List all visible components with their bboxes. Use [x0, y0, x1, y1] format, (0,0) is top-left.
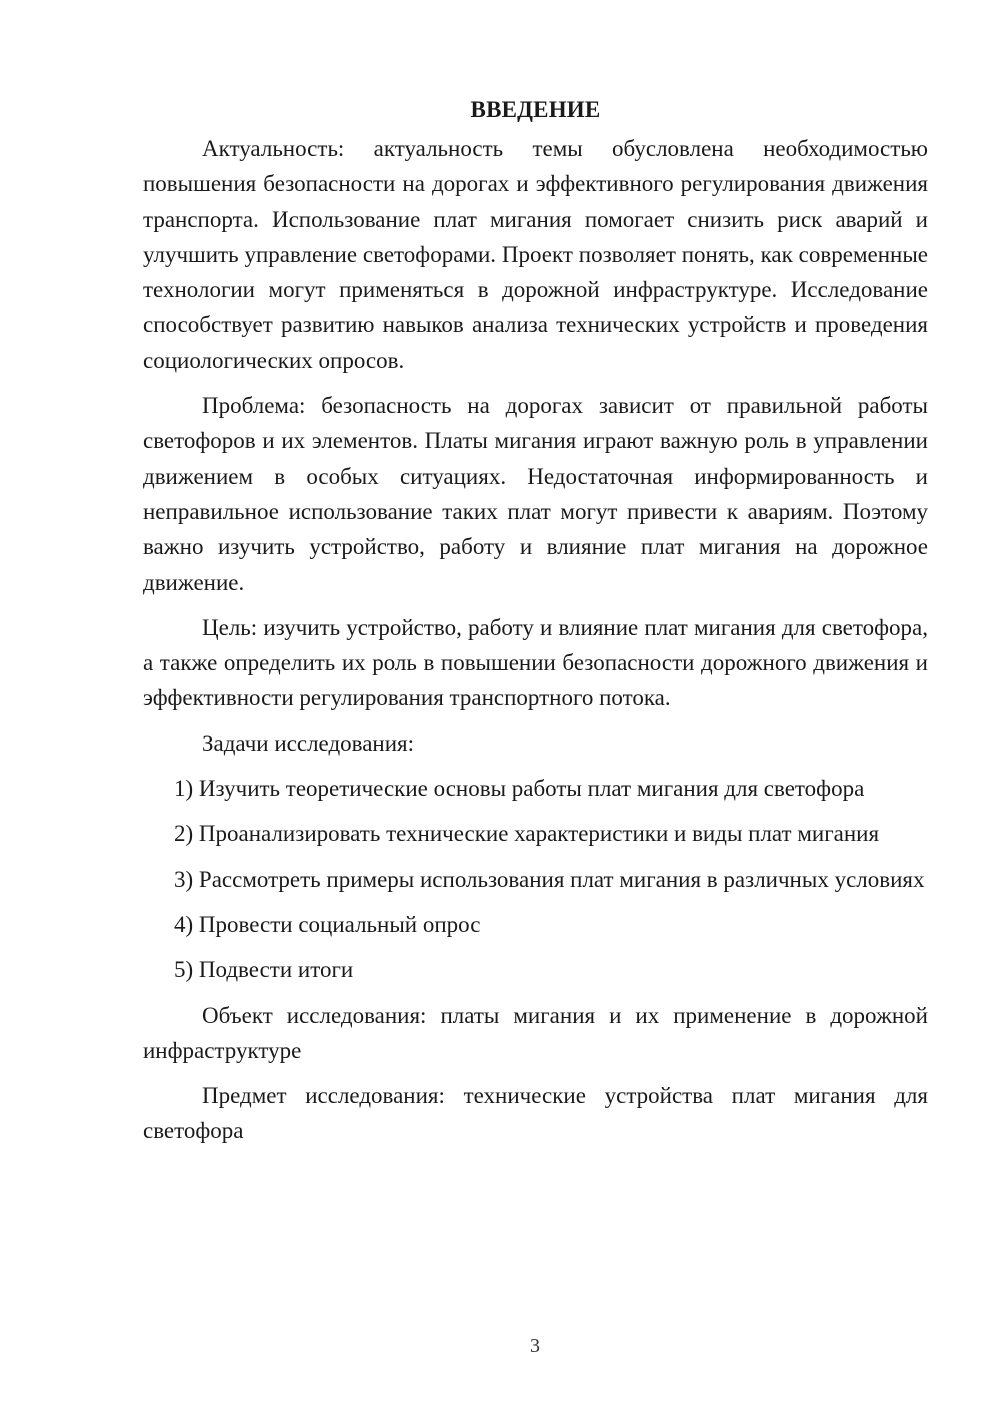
- page-title: ВВЕДЕНИЕ: [470, 97, 601, 122]
- page-content: [143, 92, 928, 1159]
- paragraph-relevance: Актуальность: актуальность темы обусловлена необходимостью повышения безопасности на дорогах и эффективного регулирования движения транспорта. Использование плат мигания помогает снизить риск аварий и улучшить управление светофорами. Проект позволяет понять, как современные технологии могут применяться в дорожной инфраструктуре. Исследование способствует развитию навыков анализа технических устройств и проведения социологических опросов.: [143, 136, 928, 373]
- paragraph-object: Объект исследования: платы мигания и их применение в дорожной инфраструктуре: [143, 1002, 928, 1063]
- task-item-5: 5) Подвести итоги: [174, 957, 354, 983]
- task-item-3: 3) Рассмотреть примеры использования плат мигания в различных условиях: [174, 866, 925, 892]
- paragraph-problem: Проблема: безопасность на дорогах зависит от правильной работы светофоров и их элементов. Платы мигания играют важную роль в управлении движением в особых ситуациях. Недостаточная информированность и неправильное использование таких плат могут привести к авариям. Поэтому важно изучить устройство, работу и влияние плат мигания на дорожное движение.: [143, 393, 928, 595]
- page-number: 3: [530, 1335, 540, 1357]
- task-item-1: 1) Изучить теоретические основы работы плат мигания для светофора: [174, 776, 865, 802]
- tasks-heading: Задачи исследования:: [202, 730, 415, 756]
- task-item-2: 2) Проанализировать технические характеристики и виды плат мигания: [174, 821, 880, 847]
- paragraph-subject: Предмет исследования: технические устройства плат мигания для светофора: [143, 1083, 928, 1144]
- task-item-4: 4) Провести социальный опрос: [174, 911, 481, 937]
- paragraph-goal: Цель: изучить устройство, работу и влияние плат мигания для светофора, а также определить их роль в повышении безопасности дорожного движения и эффективности регулирования транспортного потока.: [143, 614, 928, 711]
